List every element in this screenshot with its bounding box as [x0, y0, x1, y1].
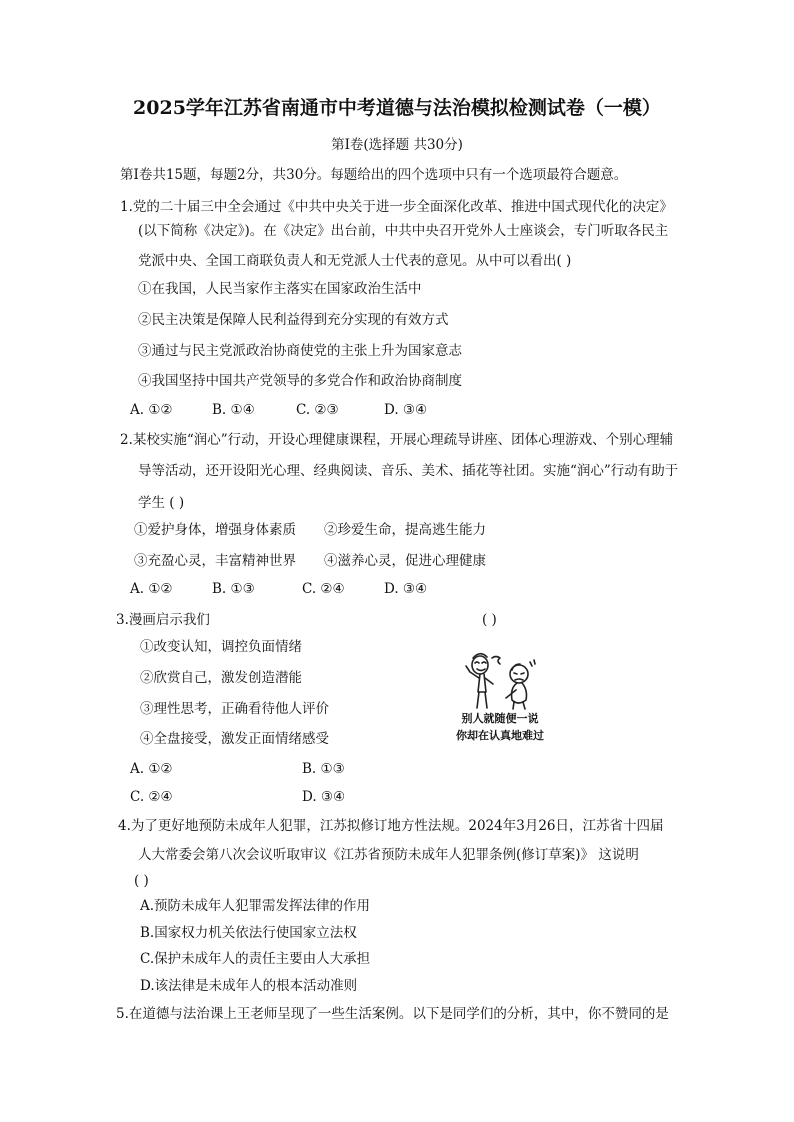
- question-4-option-a: A.预防未成年人犯罪需发挥法律的作用: [140, 898, 371, 914]
- question-2-stem-line-3: 学生 ( ): [138, 495, 185, 511]
- question-4-option-b: B.国家权力机关依法行使国家立法权: [140, 925, 357, 941]
- question-2-statement-3: ③充盈心灵，丰富精神世界: [134, 553, 296, 569]
- question-3-statement-1: ①改变认知，调控负面情绪: [140, 639, 302, 655]
- question-1-stem-line-3: 党派中央、全国工商联负责人和无党派人士代表的意见。从中可以看出( ): [138, 253, 572, 269]
- question-2-option-b: B. ①③: [212, 581, 255, 597]
- question-2-option-a: A. ①②: [130, 581, 173, 597]
- question-4-stem-line-1: 4.为了更好地预防未成年人犯罪，江苏拟修订地方性法规。2024年3月26日，江苏省十四届: [118, 818, 664, 834]
- question-2-statement-2: ②珍爱生命，提高逃生能力: [324, 522, 486, 538]
- question-1-option-a: A. ①②: [130, 402, 173, 418]
- question-3-statement-3: ③理性思考，正确看待他人评价: [140, 701, 329, 717]
- question-3-answer-paren: ( ): [482, 612, 497, 628]
- question-3-statement-2: ②欣赏自己，激发创造潜能: [140, 670, 302, 686]
- question-1-stem-line-1: 1.党的二十届三中全会通过《中共中央关于进一步全面深化改革、推进中国式现代化的决定》: [120, 199, 673, 215]
- question-3-option-c: C. ②④: [130, 789, 173, 805]
- question-2-statement-1: ①爱护身体，增强身体素质: [134, 522, 296, 538]
- question-4-stem-line-3: ( ): [134, 873, 149, 889]
- question-1-stem-line-2: (以下简称《决定》)。在《决定》出台前，中共中央召开党外人士座谈会，专门听取各民主: [138, 223, 669, 239]
- question-1-option-b: B. ①④: [212, 402, 255, 418]
- page-title: 2025学年江苏省南通市中考道德与法治模拟检测试卷（一模）: [133, 97, 661, 119]
- question-3-stem: 3.漫画启示我们: [116, 612, 210, 628]
- question-1-statement-1: ①在我国，人民当家作主落实在国家政治生活中: [138, 281, 422, 297]
- question-3-statement-4: ④全盘接受，激发正面情绪感受: [140, 731, 329, 747]
- cartoon-illustration: [448, 652, 552, 748]
- cartoon-figures-image: [448, 652, 552, 712]
- section-heading: 第Ⅰ卷(选择题 共30分): [331, 137, 463, 153]
- question-4-option-d: D.该法律是未成年人的根本活动准则: [140, 978, 358, 994]
- cartoon-caption-line-2: 你却在认真地难过: [456, 729, 544, 742]
- question-1-statement-4: ④我国坚持中国共产党领导的多党合作和政治协商制度: [138, 373, 462, 389]
- question-1-option-d: D. ③④: [384, 402, 428, 418]
- question-1-statement-2: ②民主决策是保障人民利益得到充分实现的有效方式: [138, 312, 449, 328]
- question-2-statement-4: ④滋养心灵，促进心理健康: [324, 553, 486, 569]
- question-3-option-a: A. ①②: [130, 761, 173, 777]
- instructions: 第Ⅰ卷共15题，每题2分，共30分。每题给出的四个选项中只有一个选项最符合题意。: [120, 167, 628, 183]
- question-3-option-d: D. ③④: [302, 789, 346, 805]
- question-4-stem-line-2: 人大常委会第八次会议听取审议《江苏省预防未成年人犯罪条例(修订草案)》 这说明: [138, 847, 639, 863]
- question-2-stem-line-2: 导等活动，还开设阳光心理、经典阅读、音乐、美术、插花等社团。实施“润心”行动有助于: [138, 463, 679, 479]
- question-2-option-c: C. ②④: [302, 581, 345, 597]
- cartoon-caption-line-1: 别人就随便一说: [461, 712, 539, 725]
- question-2-stem-line-1: 2.某校实施“润心”行动，开设心理健康课程，开展心理疏导讲座、团体心理游戏、个别心理辅: [120, 432, 674, 448]
- question-1-statement-3: ③通过与民主党派政治协商使党的主张上升为国家意志: [138, 343, 462, 359]
- question-2-option-d: D. ③④: [384, 581, 428, 597]
- question-4-option-c: C.保护未成年人的责任主要由人大承担: [140, 951, 371, 967]
- question-3-option-b: B. ①③: [302, 761, 345, 777]
- question-5-stem: 5.在道德与法治课上王老师呈现了一些生活案例。以下是同学们的分析，其中，你不赞同的是: [116, 1006, 669, 1022]
- question-1-option-c: C. ②③: [296, 402, 339, 418]
